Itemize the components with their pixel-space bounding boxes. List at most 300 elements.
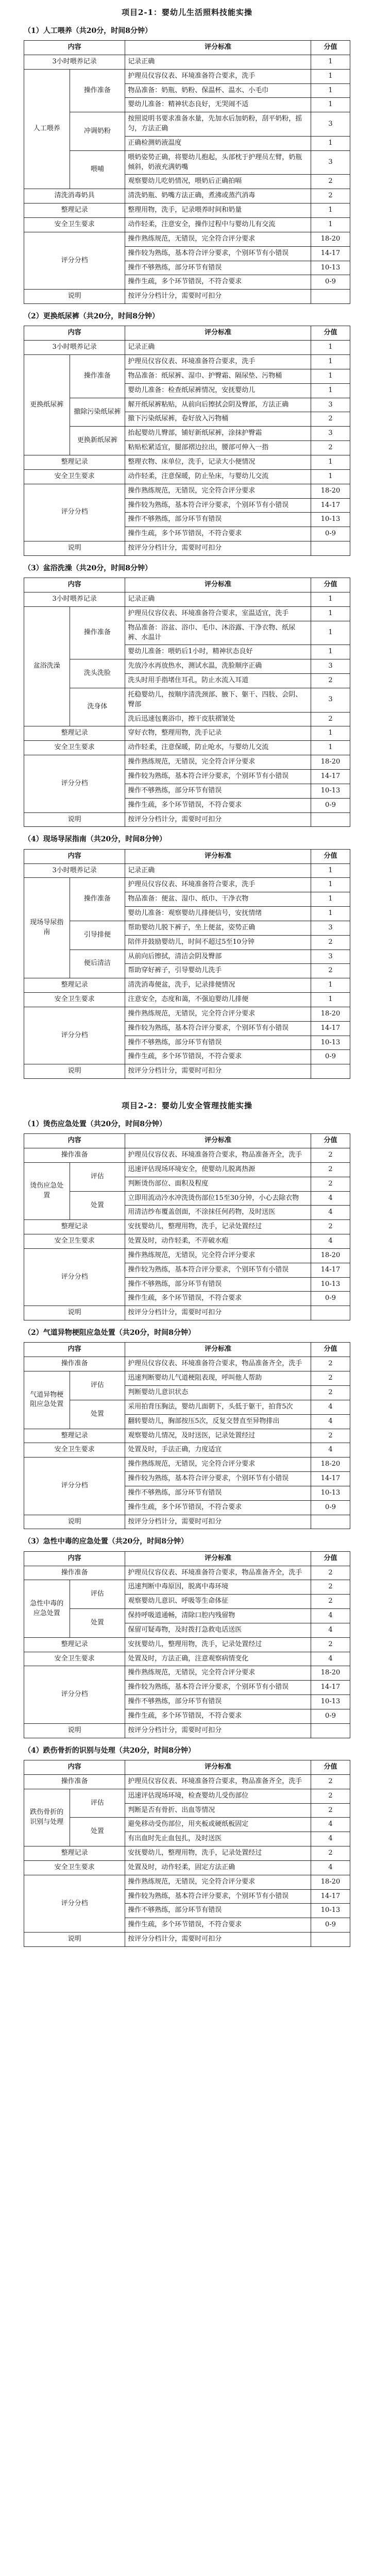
table-row: [24, 290, 350, 304]
table-row: [24, 726, 350, 741]
table-row: [24, 150, 350, 175]
score-cell: 18-20: [311, 1458, 350, 1472]
category-cell: 跌伤骨折的识别与处理: [24, 1789, 70, 1846]
score-cell: 1: [311, 204, 350, 218]
table-row: [24, 1191, 350, 1206]
criteria-cell: 清洗消毒便盆，洗手，记录排便情况: [125, 978, 311, 993]
criteria-cell: 迅速判断中毒原因，脱离中毒环境: [125, 1580, 311, 1595]
score-cell: 0-9: [311, 1050, 350, 1064]
criteria-cell: 观察婴幼儿吃奶情况，喂奶后正确拍嗝: [125, 175, 311, 189]
criteria-cell: 护理员仪容仪表、环境准备符合要求，洗手: [125, 69, 311, 83]
table-row: [24, 341, 350, 355]
criteria-cell: 操作较为熟练，基本符合评分要求，个别环节有小错误: [125, 769, 311, 784]
score-cell: 1: [311, 455, 350, 469]
criteria-cell: 洗头时用手指堵住耳孔，防止水流入耳道: [125, 674, 311, 688]
score-cell: [311, 1064, 350, 1079]
criteria-cell: 操作不够熟练，部分环节有错误: [125, 1486, 311, 1500]
criteria-cell: 按评分分档计分，需要时可扣分: [125, 1723, 311, 1738]
score-cell: 18-20: [311, 232, 350, 246]
score-cell: 1: [311, 878, 350, 892]
section-title: （3）急性中毒的应急处置（共20分，时间8分钟）: [24, 1537, 188, 1546]
score-cell: 2: [311, 1803, 350, 1818]
score-cell: 14-17: [311, 1472, 350, 1486]
score-cell: 3: [311, 659, 350, 674]
score-cell: 4: [311, 1609, 350, 1623]
category-cell: 洗身体: [70, 688, 125, 726]
criteria-cell: 操作熟练规范，无错误，完全符合评分要求: [125, 232, 311, 246]
score-cell: 4: [311, 1191, 350, 1206]
score-cell: 2: [311, 1595, 350, 1609]
score-cell: 2: [311, 1429, 350, 1443]
criteria-cell: 安抚婴幼儿，整理用物，洗手，记录处置经过: [125, 1220, 311, 1234]
table-row: [24, 398, 350, 412]
score-cell: 2: [311, 441, 350, 455]
project-1: [24, 7, 350, 1079]
table-row: [24, 541, 350, 556]
table-header-row: [24, 1551, 350, 1566]
criteria-cell: 操作不够熟练，部分环节有错误: [125, 261, 311, 275]
category-cell: 安全卫生要求: [24, 1443, 125, 1458]
score-cell: [311, 1306, 350, 1320]
criteria-cell: 从前向后擦拭，清洁会阴及臀部: [125, 950, 311, 964]
score-cell: 2: [311, 1220, 350, 1234]
criteria-cell: 按照说明书要求准备水量，先加水后加奶粉，刮平奶粉，摇匀，方法正确: [125, 112, 311, 137]
criteria-cell: 操作不够熟练，部分环节有错误: [125, 1695, 311, 1709]
category-cell: 说明: [24, 1723, 125, 1738]
category-cell: 整理记录: [24, 1220, 125, 1234]
table-row: [24, 204, 350, 218]
table-row: [24, 592, 350, 607]
score-cell: 3: [311, 921, 350, 935]
header-criteria: 评分标准: [125, 1760, 311, 1775]
criteria-cell: 操作生疏，多个环节错误，不符合要求: [125, 1500, 311, 1515]
section-title: （4）跌伤骨折的识别与处理（共20分，时间8分钟）: [24, 1746, 195, 1755]
criteria-cell: 陪伴并鼓励婴幼儿，时间不超过5至10分钟: [125, 935, 311, 950]
category-cell: 处置: [70, 1609, 125, 1638]
table-row: [24, 606, 350, 621]
header-score: 分值: [311, 1134, 350, 1148]
score-cell: 3: [311, 688, 350, 712]
table-header-row: [24, 326, 350, 341]
header-score: 分值: [311, 1760, 350, 1775]
category-cell: 洗头洗脸: [70, 659, 125, 688]
score-cell: 1: [311, 218, 350, 232]
score-cell: [311, 1515, 350, 1529]
category-cell: 气道异物梗阻应急处置: [24, 1371, 70, 1429]
table-row: [24, 69, 350, 83]
header-content: 内容: [24, 1760, 125, 1775]
table-row: [24, 688, 350, 712]
header-content: 内容: [24, 1343, 125, 1357]
table-header-row: [24, 849, 350, 863]
scoring-table: [24, 1342, 350, 1529]
table-row: [24, 232, 350, 246]
criteria-cell: 处置及时，方法正确，注意观察病情变化: [125, 1652, 311, 1666]
score-cell: 4: [311, 1414, 350, 1429]
header-content: 内容: [24, 1551, 125, 1566]
table-row: [24, 218, 350, 232]
criteria-cell: 处置及时，手法正确，力度适宜: [125, 1443, 311, 1458]
table-row: [24, 1429, 350, 1443]
score-cell: 1: [311, 863, 350, 878]
header-criteria: 评分标准: [125, 1551, 311, 1566]
score-cell: 2: [311, 175, 350, 189]
score-cell: 18-20: [311, 1007, 350, 1021]
criteria-cell: 操作生疏，多个环节错误，不符合要求: [125, 275, 311, 290]
category-cell: 现场导尿指南: [24, 878, 70, 978]
criteria-cell: 操作生疏，多个环节错误，不符合要求: [125, 1918, 311, 1933]
category-cell: 说明: [24, 1515, 125, 1529]
criteria-cell: 正确检测奶液温度: [125, 136, 311, 150]
criteria-cell: 婴幼儿准备：喂奶后1小时，精神状态良好: [125, 645, 311, 659]
criteria-cell: 操作较为熟练，基本符合评分要求，个别环节有小错误: [125, 1263, 311, 1277]
score-cell: 2: [311, 1357, 350, 1371]
criteria-cell: 按评分分档计分，需要时可扣分: [125, 541, 311, 556]
score-cell: 2: [311, 1774, 350, 1789]
table-row: [24, 189, 350, 204]
criteria-cell: 物品准备：便盆、湿巾、纸巾、干净衣物: [125, 892, 311, 907]
criteria-cell: 操作较为熟练，基本符合评分要求，个别环节有小错误: [125, 1021, 311, 1036]
criteria-cell: 婴幼儿准备：精神状态良好，无哭闹不适: [125, 98, 311, 112]
score-cell: 3: [311, 112, 350, 137]
category-cell: 喂哺: [70, 150, 125, 189]
score-cell: 0-9: [311, 1918, 350, 1933]
category-cell: 冲调奶粉: [70, 112, 125, 151]
score-cell: 10-13: [311, 1277, 350, 1292]
category-cell: 评估: [70, 1162, 125, 1191]
table-row: [24, 1234, 350, 1249]
score-cell: 0-9: [311, 1709, 350, 1724]
score-cell: 1: [311, 592, 350, 607]
table-row: [24, 1580, 350, 1595]
criteria-cell: 安抚婴幼儿，整理用物，洗手，记录处置经过: [125, 1637, 311, 1652]
criteria-cell: 操作不够熟练，部分环节有错误: [125, 1904, 311, 1918]
score-cell: 2: [311, 1637, 350, 1652]
category-cell: 安全卫生要求: [24, 218, 125, 232]
score-cell: 1: [311, 993, 350, 1007]
criteria-cell: 穿好衣物，整理用物，洗手记录: [125, 726, 311, 741]
category-cell: 操作准备: [70, 878, 125, 921]
category-cell: 安全卫生要求: [24, 469, 125, 484]
score-cell: 1: [311, 741, 350, 755]
criteria-cell: 按评分分档计分，需要时可扣分: [125, 290, 311, 304]
score-cell: [311, 1933, 350, 1947]
criteria-cell: 帮助婴幼儿脱下裤子，坐上便盆，姿势正确: [125, 921, 311, 935]
criteria-cell: 操作生疏，多个环节错误，不符合要求: [125, 1050, 311, 1064]
criteria-cell: 护理员仪容仪表、环境准备符合要求，洗手: [125, 878, 311, 892]
score-cell: 1: [311, 83, 350, 98]
table-row: [24, 1818, 350, 1832]
project-title: 项目2-2：婴幼儿安全管理技能实操: [121, 1101, 253, 1111]
header-score: 分值: [311, 578, 350, 592]
header-score: 分值: [311, 41, 350, 55]
table-row: [24, 1774, 350, 1789]
table-row: [24, 1933, 350, 1947]
score-cell: 2: [311, 674, 350, 688]
criteria-cell: 处置及时，动作轻柔，固定方法正确: [125, 1860, 311, 1875]
category-cell: 说明: [24, 1306, 125, 1320]
criteria-cell: 护理员仪容仪表、环境准备符合要求，物品准备齐全，洗手: [125, 1774, 311, 1789]
table-row: [24, 659, 350, 674]
criteria-cell: 托稳婴幼儿，按顺序清洗颈部、腋下、躯干、四肢、会阴、臀部: [125, 688, 311, 712]
score-cell: 14-17: [311, 769, 350, 784]
criteria-cell: 护理员仪容仪表、环境准备符合要求，室温适宜，洗手: [125, 606, 311, 621]
table-row: [24, 1566, 350, 1580]
score-cell: 10-13: [311, 1695, 350, 1709]
table-row: [24, 921, 350, 935]
criteria-cell: 操作生疏，多个环节错误，不符合要求: [125, 1709, 311, 1724]
score-cell: 1: [311, 978, 350, 993]
section-title: （4）现场导尿指南（共20分，时间8分钟）: [24, 835, 166, 844]
criteria-cell: 撤下污染纸尿裤，卷好放入污物桶: [125, 412, 311, 427]
score-cell: 3: [311, 150, 350, 175]
score-cell: 1: [311, 645, 350, 659]
table-header-row: [24, 41, 350, 55]
table-row: [24, 1846, 350, 1861]
category-cell: 操作准备: [70, 606, 125, 659]
header-content: 内容: [24, 578, 125, 592]
score-cell: 2: [311, 1386, 350, 1400]
criteria-cell: 操作熟练规范，无错误，完全符合评分要求: [125, 1248, 311, 1263]
category-cell: 3小时喂养记录: [24, 55, 125, 69]
criteria-cell: 判断是否有骨折、出血等情况: [125, 1803, 311, 1818]
criteria-cell: 迅速评估现场环境，检查婴幼儿受伤部位: [125, 1789, 311, 1803]
category-cell: 操作准备: [24, 1357, 125, 1371]
score-cell: 14-17: [311, 1263, 350, 1277]
score-cell: 2: [311, 1162, 350, 1177]
category-cell: 说明: [24, 1933, 125, 1947]
criteria-cell: 避免移动受伤部位，用夹板或硬纸板固定: [125, 1818, 311, 1832]
criteria-cell: 处置及时，动作轻柔，不弄破水疱: [125, 1234, 311, 1249]
score-cell: 4: [311, 1623, 350, 1637]
document: [0, 7, 374, 1947]
score-cell: [311, 812, 350, 827]
score-cell: 1: [311, 69, 350, 83]
score-cell: 0-9: [311, 798, 350, 812]
table-header-row: [24, 1343, 350, 1357]
criteria-cell: 先放冷水再放热水，测试水温，洗脸顺序正确: [125, 659, 311, 674]
scoring-table: [24, 1760, 350, 1947]
project-title: 项目2-1：婴幼儿生活照料技能实操: [121, 8, 253, 17]
section-title: （2）气道异物梗阻应急处置（共20分，时间8分钟）: [24, 1329, 195, 1337]
score-cell: 14-17: [311, 498, 350, 513]
score-cell: 18-20: [311, 484, 350, 498]
criteria-cell: 判断婴幼儿意识状态: [125, 1386, 311, 1400]
category-cell: 3小时喂养记录: [24, 341, 125, 355]
table-row: [24, 1637, 350, 1652]
score-cell: 4: [311, 1206, 350, 1220]
criteria-cell: 抬起婴幼儿臀部，铺好新纸尿裤，涂抹护臀霜: [125, 427, 311, 441]
score-cell: 2: [311, 1371, 350, 1386]
category-cell: 3小时喂养记录: [24, 592, 125, 607]
category-cell: 说明: [24, 290, 125, 304]
table-row: [24, 1162, 350, 1177]
category-cell: 评分分档: [24, 1248, 125, 1306]
category-cell: 安全卫生要求: [24, 741, 125, 755]
score-cell: 2: [311, 1580, 350, 1595]
table-row: [24, 1007, 350, 1021]
section-title: （1）烫伤应急处置（共20分，时间8分钟）: [24, 1120, 166, 1128]
criteria-cell: 护理员仪容仪表、环境准备符合要求，物品准备齐全，洗手: [125, 1357, 311, 1371]
score-cell: 0-9: [311, 1500, 350, 1515]
score-cell: 18-20: [311, 1875, 350, 1889]
criteria-cell: 立即用流动冷水冲洗烫伤部位15至30分钟，小心去除衣物: [125, 1191, 311, 1206]
header-content: 内容: [24, 41, 125, 55]
category-cell: 烫伤应急处置: [24, 1162, 70, 1219]
category-cell: 便后清洁: [70, 950, 125, 978]
criteria-cell: 清洗奶瓶、奶嘴方法正确，煮沸或蒸汽消毒: [125, 189, 311, 204]
score-cell: [311, 1723, 350, 1738]
category-cell: 评分分档: [24, 1458, 125, 1515]
table-row: [24, 1723, 350, 1738]
scoring-table: [24, 1551, 350, 1738]
criteria-cell: 按评分分档计分，需要时可扣分: [125, 1306, 311, 1320]
category-cell: 操作准备: [24, 1566, 125, 1580]
criteria-cell: 判断烫伤部位、面积及程度: [125, 1177, 311, 1191]
category-cell: 评分分档: [24, 232, 125, 289]
category-cell: 操作准备: [70, 69, 125, 112]
criteria-cell: 喂奶姿势正确，将婴幼儿抱起，头部枕于护理员左臂，奶瓶倾斜，奶液充满奶嘴: [125, 150, 311, 175]
category-cell: 安全卫生要求: [24, 1860, 125, 1875]
header-score: 分值: [311, 849, 350, 863]
score-cell: [311, 541, 350, 556]
table-row: [24, 427, 350, 441]
score-cell: 2: [311, 1789, 350, 1803]
category-cell: 人工喂养: [24, 69, 70, 189]
criteria-cell: 洗后迅速包裹浴巾，擦干皮肤褶皱处: [125, 712, 311, 726]
score-cell: 10-13: [311, 1486, 350, 1500]
criteria-cell: 操作不够熟练，部分环节有错误: [125, 1277, 311, 1292]
category-cell: 评分分档: [24, 1666, 125, 1723]
category-cell: 整理记录: [24, 204, 125, 218]
header-criteria: 评分标准: [125, 578, 311, 592]
score-cell: 4: [311, 1443, 350, 1458]
category-cell: 更换新纸尿裤: [70, 427, 125, 455]
criteria-cell: 动作轻柔，注意保暖，防止坠床，与婴幼儿交流: [125, 469, 311, 484]
score-cell: 1: [311, 341, 350, 355]
header-criteria: 评分标准: [125, 41, 311, 55]
criteria-cell: 操作较为熟练，基本符合评分要求，个别环节有小错误: [125, 1472, 311, 1486]
criteria-cell: 整理用物，洗手，记录喂养时间和奶量: [125, 204, 311, 218]
table-row: [24, 1875, 350, 1889]
category-cell: 评分分档: [24, 1875, 125, 1932]
criteria-cell: 采用拍背压胸法，婴幼儿面朝下，头低于躯干，拍背5次: [125, 1400, 311, 1414]
score-cell: 10-13: [311, 261, 350, 275]
table-row: [24, 1400, 350, 1414]
score-cell: [311, 290, 350, 304]
score-cell: 10-13: [311, 1036, 350, 1050]
criteria-cell: 记录正确: [125, 55, 311, 69]
criteria-cell: 迅速评估现场环境安全，使婴幼儿脱离热源: [125, 1162, 311, 1177]
category-cell: 撤除污染纸尿裤: [70, 398, 125, 427]
score-cell: 4: [311, 1400, 350, 1414]
table-row: [24, 469, 350, 484]
table-row: [24, 1220, 350, 1234]
table-row: [24, 863, 350, 878]
category-cell: 说明: [24, 1064, 125, 1079]
score-cell: 2: [311, 189, 350, 204]
category-cell: 整理记录: [24, 1429, 125, 1443]
score-cell: 1: [311, 621, 350, 645]
score-cell: 1: [311, 136, 350, 150]
criteria-cell: 动作轻柔，注意保暖，防止呛水，与婴幼儿交流: [125, 741, 311, 755]
table-row: [24, 1064, 350, 1079]
score-cell: 1: [311, 55, 350, 69]
criteria-cell: 操作不够熟练，部分环节有错误: [125, 1036, 311, 1050]
category-cell: 操作准备: [24, 1774, 125, 1789]
score-cell: 1: [311, 369, 350, 383]
criteria-cell: 操作生疏，多个环节错误，不符合要求: [125, 527, 311, 541]
criteria-cell: 整理衣物、床单位，洗手，记录大小便情况: [125, 455, 311, 469]
score-cell: 1: [311, 383, 350, 398]
table-row: [24, 1652, 350, 1666]
criteria-cell: 操作熟练规范，无错误，完全符合评分要求: [125, 1875, 311, 1889]
criteria-cell: 保留可疑毒物，及时拨打急救电话送医: [125, 1623, 311, 1637]
table-row: [24, 1789, 350, 1803]
category-cell: 3小时喂养记录: [24, 863, 125, 878]
score-cell: 18-20: [311, 755, 350, 770]
criteria-cell: 记录正确: [125, 592, 311, 607]
criteria-cell: 物品准备：奶瓶、奶粉、保温杯、温水、小毛巾: [125, 83, 311, 98]
score-cell: 0-9: [311, 275, 350, 290]
criteria-cell: 操作熟练规范，无错误，完全符合评分要求: [125, 755, 311, 770]
score-cell: 1: [311, 469, 350, 484]
score-cell: 4: [311, 1652, 350, 1666]
category-cell: 安全卫生要求: [24, 1652, 125, 1666]
criteria-cell: 操作较为熟练，基本符合评分要求，个别环节有小错误: [125, 1889, 311, 1904]
table-row: [24, 1609, 350, 1623]
table-row: [24, 55, 350, 69]
score-cell: 3: [311, 950, 350, 964]
category-cell: 评估: [70, 1371, 125, 1400]
criteria-cell: 帮助穿好裤子，引导婴幼儿洗手: [125, 964, 311, 978]
score-cell: 2: [311, 1566, 350, 1580]
criteria-cell: 动作轻柔，注意安全，操作过程中与婴幼儿有交流: [125, 218, 311, 232]
score-cell: 2: [311, 935, 350, 950]
score-cell: 3: [311, 398, 350, 412]
category-cell: 处置: [70, 1818, 125, 1846]
category-cell: 说明: [24, 812, 125, 827]
table-row: [24, 455, 350, 469]
score-cell: 14-17: [311, 1681, 350, 1695]
table-row: [24, 878, 350, 892]
category-cell: 盆浴洗澡: [24, 606, 70, 726]
criteria-cell: 按评分分档计分，需要时可扣分: [125, 1933, 311, 1947]
criteria-cell: 物品准备：浴盆、浴巾、毛巾、沐浴露、干净衣物、纸尿裤、水温计: [125, 621, 311, 645]
header-criteria: 评分标准: [125, 326, 311, 341]
scoring-table: [24, 40, 350, 304]
table-header-row: [24, 578, 350, 592]
criteria-cell: 操作熟练规范，无错误，完全符合评分要求: [125, 484, 311, 498]
table-row: [24, 1443, 350, 1458]
score-cell: 2: [311, 1177, 350, 1191]
score-cell: 1: [311, 606, 350, 621]
category-cell: 操作准备: [70, 355, 125, 398]
criteria-cell: 婴幼儿准备：观察婴幼儿排便信号，安抚情绪: [125, 907, 311, 921]
criteria-cell: 观察婴幼儿情况，及时送医，记录处置经过: [125, 1429, 311, 1443]
table-row: [24, 1666, 350, 1681]
header-criteria: 评分标准: [125, 1134, 311, 1148]
table-row: [24, 1306, 350, 1320]
header-criteria: 评分标准: [125, 849, 311, 863]
criteria-cell: 物品准备：纸尿裤、湿巾、护臀霜、隔尿垫、污物桶: [125, 369, 311, 383]
category-cell: 引导排便: [70, 921, 125, 950]
table-row: [24, 1458, 350, 1472]
table-row: [24, 950, 350, 964]
header-content: 内容: [24, 326, 125, 341]
criteria-cell: 注意安全，态度和蔼，不强迫婴幼儿排便: [125, 993, 311, 1007]
criteria-cell: 按评分分档计分，需要时可扣分: [125, 1515, 311, 1529]
